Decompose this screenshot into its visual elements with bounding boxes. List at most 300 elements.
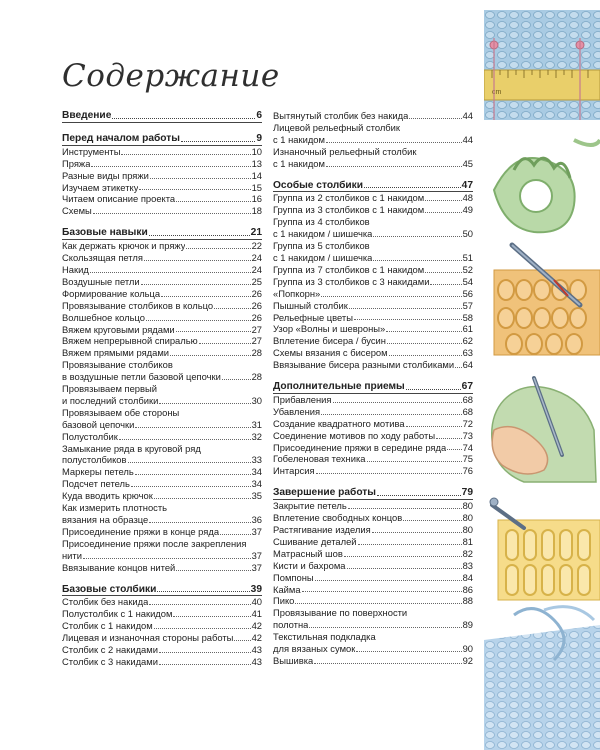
toc-entry-label: Соединение мотивов по ходу работы [273,429,436,441]
toc-entry-label: в воздушные петли базовой цепочки [62,371,221,383]
toc-entry-label: Интарсия [273,465,315,477]
toc-entry-label: Закрытие петель [273,500,347,512]
page-number: 25 [251,275,262,287]
toc-entry[interactable] [273,228,473,240]
toc-entry-text: Группа из 5 столбиков [273,240,370,252]
toc-entry-label: Лицевая и изнаночная стороны работы [62,632,234,644]
dot-leader [326,142,462,143]
toc-entry[interactable] [273,300,473,312]
page-number: 62 [462,335,473,347]
dot-leader [186,248,250,249]
toc-section-heading[interactable] [62,227,262,240]
page-number: 14 [251,169,262,181]
page-number: 56 [462,287,473,299]
page-number: 43 [251,644,262,656]
page-number: 52 [462,263,473,275]
page-number: 50 [462,228,473,240]
page-number: 15 [251,181,262,193]
toc-section-heading[interactable] [273,381,473,394]
toc-entry-label: Помпоны [273,571,314,583]
page-number: 36 [251,514,262,525]
dot-leader [222,379,251,380]
toc-entry-text: Изнаночный рельефный столбик [273,145,417,157]
toc-section-heading[interactable] [62,133,262,146]
toc-entry-label: Группа из 7 столбиков с 1 накидом [273,263,425,275]
dot-leader [409,118,461,119]
toc-entry[interactable] [62,158,262,170]
dot-leader [321,296,461,297]
page-number: 40 [251,596,262,608]
dot-leader [121,154,250,155]
toc-entry[interactable] [273,536,473,548]
dot-leader [181,141,255,142]
toc-entry-text: Текстильная подкладка [273,631,376,643]
toc-entry[interactable] [62,146,262,158]
page-number: 76 [462,465,473,477]
dot-leader [295,603,461,604]
page-number: 16 [251,193,262,205]
toc-entry[interactable] [273,643,473,655]
dot-leader [447,449,461,450]
dot-leader [455,367,461,368]
toc-entry[interactable] [62,562,262,574]
toc-entry[interactable] [273,500,473,512]
dot-leader [139,189,250,190]
toc-entry[interactable] [273,442,473,454]
toc-entry[interactable] [62,276,262,288]
toc-entry[interactable] [62,454,262,466]
toc-entry[interactable] [62,620,262,632]
toc-entry[interactable] [62,550,262,562]
toc-section-label: Особые столбики [273,179,364,191]
toc-entry-text: Провязывание по поверхности [273,607,408,619]
toc-entry[interactable] [62,644,262,656]
toc-entry[interactable] [62,419,262,431]
dot-leader [425,272,461,273]
toc-entry-text: Присоединение пряжи после закрепления [62,537,247,549]
toc-entry[interactable] [273,359,473,371]
toc-entry-label: Полустолбик с 1 накидом [62,608,173,620]
toc-entry-label: Пряжа [62,157,91,169]
toc-entry[interactable] [273,110,473,122]
page-number: 61 [462,323,473,335]
toc-entry-label: Разные виды пряжи [62,169,149,181]
toc-entry-label: полотна [273,619,309,631]
dot-leader [128,462,251,463]
page-number: 24 [251,252,262,264]
toc-entry[interactable] [273,323,473,335]
dot-leader [144,260,251,261]
toc-entry[interactable] [62,182,262,194]
toc-entry[interactable] [273,192,473,204]
dot-leader [406,389,461,390]
toc-entry-label: Вытянутый столбик без накида [273,110,409,121]
magic-ring-illustration [494,140,600,232]
page-number: 24 [251,263,262,275]
toc-entry-label: Вяжем круговыми рядами [62,323,175,335]
toc-entry-label: и последний столбики [62,394,159,406]
toc-section-label: Базовые навыки [62,227,148,239]
hand-hook-illustration [484,372,600,482]
dot-leader [131,486,251,487]
dot-leader [358,544,462,545]
toc-entry[interactable] [62,632,262,644]
toc-entry-label: Прибавления [273,393,332,405]
page-number: 72 [462,417,473,429]
toc-entry[interactable] [273,465,473,477]
page-number: 32 [251,430,262,442]
page-number: 68 [462,405,473,417]
page-number: 42 [251,620,262,632]
page-number: 54 [462,275,473,287]
dot-leader [199,343,251,344]
toc-entry[interactable] [273,430,473,442]
toc-entry[interactable] [62,395,262,407]
toc-entry-label: Группа из 2 столбиков с 1 накидом [273,192,425,204]
toc-entry[interactable] [62,478,262,490]
toc-entry[interactable] [273,252,473,264]
toc-entry-label: Столбик без накида [62,596,149,608]
toc-entry-label: Вплетение бисера / бусин [273,335,386,347]
page-number: 35 [251,490,262,502]
toc-entry[interactable] [273,619,473,631]
dot-leader [333,402,462,403]
dot-leader [403,520,461,521]
dot-leader [387,343,462,344]
dot-leader [377,495,461,496]
toc-entry[interactable] [273,264,473,276]
toc-entry-label: Маркеры петель [62,466,134,478]
toc-entry[interactable] [273,418,473,430]
page-number: 47 [461,179,473,191]
page-number: 18 [251,205,262,217]
dot-leader [389,355,462,356]
toc-entry-label: Как держать крючок и пряжу [62,240,186,252]
toc-entry[interactable] [273,406,473,418]
toc-entry[interactable] [62,193,262,205]
toc-entry[interactable] [62,205,262,217]
toc-entry[interactable] [62,300,262,312]
toc-entry-label: Матрасный шов [273,547,343,559]
page-title: Содержание [62,58,280,94]
toc-entry-text: Как измерить плотность [62,502,168,514]
toc-entry-text: Замыкание ряда в круговой ряд [62,442,201,454]
dot-leader [176,331,251,332]
page-number: 27 [251,323,262,335]
toc-entry[interactable] [273,394,473,406]
toc-entry[interactable] [273,584,473,596]
toc-entry-label: Схемы вязания с бисером [273,347,388,359]
page-number: 86 [462,583,473,595]
page-number: 44 [462,133,473,145]
page-number: 57 [462,299,473,311]
toc-entry[interactable] [62,252,262,264]
toc-entry-label: Присоединение пряжи в конце ряда [62,525,220,537]
toc-entry-text: Провязываем обе стороны [62,406,180,418]
toc-entry-label: Убавления [273,405,321,417]
page-number: 10 [251,145,262,157]
toc-entry[interactable] [273,453,473,465]
page-number: 26 [251,287,262,299]
page-number: 42 [251,632,262,644]
toc-entry-label: Столбик с 1 накидом [62,620,153,632]
toc-entry-label: Пико [273,595,295,607]
toc-entry-label: Рельефные цветы [273,311,353,323]
toc-entry[interactable] [273,524,473,536]
page-number: 9 [256,132,262,144]
dot-leader [149,604,250,605]
dot-leader [356,651,461,652]
toc-entry-label: Накид [62,263,89,275]
dot-leader [159,652,251,653]
toc-entry[interactable] [273,158,473,170]
page-number: 79 [461,487,473,499]
toc-entry[interactable] [273,335,473,347]
toc-entry-label: Кисти и бахрома [273,559,346,571]
toc-entry[interactable] [62,466,262,478]
toc-entry[interactable] [62,288,262,300]
toc-entry[interactable] [273,204,473,216]
dot-leader [150,178,251,179]
toc-section-heading[interactable] [273,487,473,500]
toc-entry-label: Растягивание изделия [273,524,371,535]
toc-entry[interactable] [273,312,473,324]
dot-leader [314,663,461,664]
toc-entry[interactable] [273,276,473,288]
toc-entry[interactable] [62,312,262,324]
dot-leader [154,498,251,499]
page-number: 34 [251,478,262,490]
page-number: 6 [256,110,262,121]
toc-entry-label: полустолбиков [62,454,127,466]
toc-entry[interactable] [62,335,262,347]
page-number: 48 [462,192,473,204]
page-number: 75 [462,453,473,465]
page-number: 33 [251,454,262,466]
page-number: 67 [461,381,473,393]
page-number: 80 [462,500,473,512]
page-number: 13 [251,157,262,169]
page-number: 89 [462,619,473,631]
toc-column-left [62,110,262,668]
page-number: 27 [251,335,262,347]
toc-entry[interactable] [62,526,262,538]
toc-entry-label: с 1 накидом / шишечка [273,251,373,263]
toc-entry-label: Волшебное кольцо [62,311,145,323]
page-number: 37 [251,549,262,561]
toc-entry-label: Полустолбик [62,430,118,442]
toc-entry-label: Скользящая петля [62,252,143,264]
toc-entry[interactable] [62,596,262,608]
toc-entry[interactable] [62,170,262,182]
toc-entry-label: Гобеленовая техника [273,453,366,465]
page-number: 81 [462,535,473,547]
toc-entry-label: Группа из 3 столбиков с 3 накидами [273,275,430,287]
dot-leader [157,591,249,592]
toc-entry-label: Воздушные петли [62,275,140,287]
toc-entry-label: Провязывание столбиков в кольцо [62,299,214,311]
page-number: 39 [250,583,262,595]
toc-entry[interactable] [62,240,262,252]
toc-entry-label: Инструменты [62,145,121,157]
toc-section-label: Перед началом работы [62,132,180,144]
toc-entry-label: Ввязывание бисера разными столбиками [273,359,455,371]
toc-entry[interactable] [62,371,262,383]
dot-leader [176,570,250,571]
toc-entry-label: Формирование кольца [62,287,161,299]
toc-entry-label: Читаем описание проекта [62,193,176,205]
page-number: 43 [251,655,262,667]
toc-entry[interactable] [62,324,262,336]
dot-leader [315,580,462,581]
dot-leader [373,260,461,261]
dot-leader [135,474,251,475]
dot-leader [347,568,462,569]
dot-leader [214,308,250,309]
toc-entry-label: Вяжем прямыми рядами [62,347,170,359]
toc-entry-label: Вышивка [273,654,314,666]
toc-entry[interactable] [273,548,473,560]
toc-section-heading[interactable] [62,584,262,597]
dot-leader [220,534,251,535]
toc-entry[interactable] [273,655,473,667]
toc-entry[interactable] [273,572,473,584]
dot-leader [90,272,251,273]
toc-section-label: Базовые столбики [62,583,157,595]
dot-leader [91,166,250,167]
toc-entry[interactable] [273,134,473,146]
toc-entry[interactable] [62,264,262,276]
dot-leader [161,296,250,297]
toc-entry[interactable] [62,608,262,620]
page-number: 88 [462,595,473,607]
page-number: 37 [251,525,262,537]
dot-leader [326,166,462,167]
toc-entry-label: «Попкорн» [273,287,321,299]
dot-leader [367,461,462,462]
yellow-swatch-hook-illustration [490,498,600,600]
page-number: 31 [251,418,262,430]
page-number: 84 [462,571,473,583]
dot-leader [430,284,461,285]
page-number: 83 [462,559,473,571]
dot-leader [349,308,462,309]
toc-entry-label: вязания на образце [62,514,149,525]
toc-entry-label: Столбик с 2 накидами [62,644,158,656]
dot-leader [234,640,250,641]
toc-entry-text: Провязываем первый [62,383,157,395]
toc-entry[interactable] [273,288,473,300]
toc-entry[interactable] [273,560,473,572]
page-number: 68 [462,393,473,405]
crochet-illustrations-sidebar [484,0,600,750]
toc-entry[interactable] [62,656,262,668]
dot-leader [159,403,250,404]
dot-leader [302,591,462,592]
toc-entry-label: с 1 накидом [273,133,325,145]
toc-entry-label: Сшивание деталей [273,535,357,547]
toc-entry-text: Лицевой рельефный столбик [273,121,401,133]
page-number: 92 [462,654,473,666]
toc-entry-label: Группа из 3 столбиков с 1 накидом [273,204,425,216]
dot-leader [386,331,461,332]
toc-entry-label: Схемы [62,205,92,217]
page-number: 44 [462,110,473,121]
toc-entry-label: Вплетение свободных концов [273,512,403,524]
dot-leader [170,355,251,356]
toc-section-label: Дополнительные приемы [273,381,405,393]
dot-leader [316,473,462,474]
toc-entry-label: Вяжем непрерывной спиралью [62,335,198,347]
toc-entry-label: Узор «Волны и шевроны» [273,323,386,335]
page-number: 74 [462,441,473,453]
gauge-swatch-illustration [484,10,600,120]
toc-entry-label: Столбик с 3 накидами [62,655,158,667]
page-number: 21 [250,227,262,239]
toc-entry[interactable] [273,347,473,359]
page-number: 28 [251,347,262,359]
toc-entry[interactable] [62,490,262,502]
toc-entry-label: Присоединение пряжи в середине ряда [273,441,447,453]
dot-leader [436,438,461,439]
orange-swatch-hook-illustration [494,245,600,355]
dot-leader [146,320,251,321]
page-number: 73 [462,429,473,441]
page-number: 80 [462,524,473,535]
toc-entry-label: Изучаем этикетку [62,181,139,193]
dot-leader [119,439,251,440]
page-number: 26 [251,311,262,323]
toc-entry[interactable] [62,431,262,443]
ruler-unit-label: cm [492,89,502,96]
dot-leader [321,414,462,415]
toc-entry[interactable] [273,512,473,524]
toc-entry[interactable] [273,595,473,607]
dot-leader [354,319,462,320]
dot-leader [159,664,251,665]
page-number: 80 [462,512,473,524]
dot-leader [372,532,462,533]
page-number: 28 [251,371,262,383]
page-number: 22 [251,240,262,252]
toc-entry-label: Кайма [273,583,301,595]
blue-swatch-illustration [484,607,600,750]
toc-section-heading[interactable] [62,110,262,123]
page-number: 45 [462,157,473,169]
toc-entry[interactable] [62,347,262,359]
page-number: 64 [462,359,473,371]
toc-entry-text: Группа из 4 столбиков [273,216,370,228]
toc-section-label: Введение [62,110,112,121]
dot-leader [425,212,461,213]
toc-entry-label: для вязаных сумок [273,643,356,655]
dot-leader [344,556,462,557]
toc-entry-label: Ввязывание концов нитей [62,561,176,573]
page-number: 82 [462,547,473,559]
dot-leader [173,616,250,617]
dot-leader [149,522,250,523]
toc-entry-label: Куда вводить крючок [62,490,153,502]
toc-section-heading[interactable] [273,180,473,193]
dot-leader [135,427,250,428]
page-number: 26 [251,299,262,311]
toc-entry[interactable] [62,514,262,526]
page-number: 63 [462,347,473,359]
dot-leader [364,187,461,188]
toc-column-right [273,110,473,667]
toc-entry-label: базовой цепочки [62,418,135,430]
toc-entry-text: Провязывание столбиков [62,359,173,371]
